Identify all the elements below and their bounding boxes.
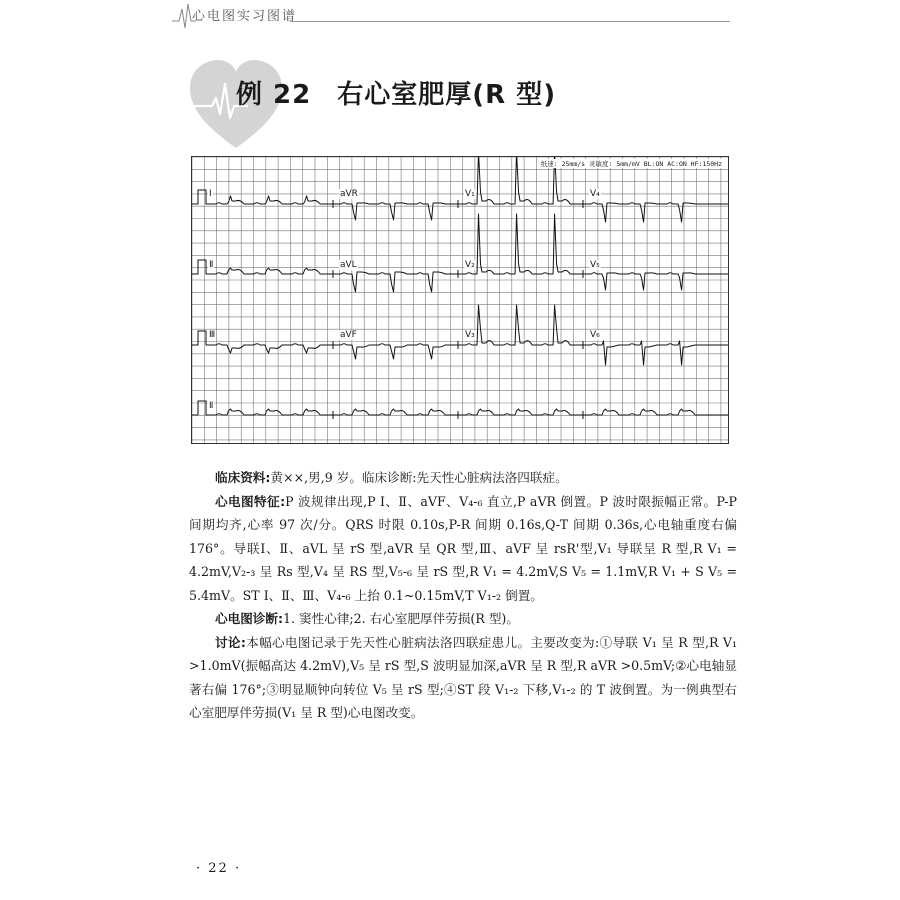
lead-label: Ⅰ [209, 189, 212, 199]
lead-label: V₆ [590, 330, 600, 340]
lead-label: Ⅲ [209, 330, 216, 340]
ecg-grid [192, 157, 729, 444]
ecg-settings-text: 纸速: 25mm/s 灵敏度: 5mm/mV BL:ON AC:ON HF:150Hz [540, 160, 722, 168]
case-title: 右心室肥厚(R 型) [337, 80, 557, 110]
clinical-body: 黄××,男,9 岁。临床诊断:先天性心脏病法洛四联症。 [270, 470, 568, 485]
running-header [172, 0, 732, 30]
header-rule [290, 21, 730, 22]
chapter-title [236, 74, 556, 111]
ecg-trace [192, 305, 729, 365]
lead-label: V₃ [465, 330, 475, 340]
lead-label: V₂ [465, 260, 475, 270]
features-label: 心电图特征: [215, 493, 286, 509]
discussion-label: 讨论: [215, 634, 246, 650]
running-title: 心电图实习图谱 [192, 9, 298, 24]
discussion-body: 本幅心电图记录于先天性心脏病法洛四联症患儿。主要改变为:①导联 V₁ 呈 R 型,R V₁ >1.0mV(振幅高达 4.2mV),V₅ 呈 rS 型,S 波明显加深,aVR 呈 R 型,R aVR >0.5mV;②心电轴显著右偏 176°;③明显顺钟向转位 V₅ 呈 rS 型;④ST 段 V₁-₂ 下移,V₁-₂ 的 T 波倒置。为一例典型右心室肥厚伴劳损(V₁ 呈 R 型)心电图改变。 [189, 634, 737, 720]
body-text [189, 466, 737, 725]
lead-label: Ⅱ [209, 260, 214, 270]
diagnosis-paragraph [189, 607, 737, 631]
lead-label: V₄ [590, 189, 600, 199]
lead-label: aVL [340, 260, 357, 270]
ecg-trace [192, 401, 729, 419]
features-paragraph [189, 490, 737, 608]
case-number: 例 22 [236, 80, 312, 110]
features-body: P 波规律出现,P Ⅰ、Ⅱ、aVF、V₄-₆ 直立,P aVR 倒置。P 波时限振幅正常。P-P 间期均齐,心率 97 次/分。QRS 时限 0.10s,P-R 间期 0.16s,Q-T 间期 0.36s,心电轴重度右偏 176°。导联Ⅰ、Ⅱ、aVL 呈 rS 型,aVR 呈 QR 型,Ⅲ、aVF 呈 rsR'型,V₁ 导联呈 R 型,R V₁ = 4.2mV,V₂-₃ 呈 Rs 型,V₄ 呈 RS 型,V₅-₆ 呈 rS 型,R V₁ = 4.2mV,S V₅ = 1.1mV,R V₁ + S V₅ = 5.4mV。ST Ⅰ、Ⅱ、Ⅲ、V₄-₆ 上抬 0.1~0.15mV,T V₁-₂ 倒置。 [189, 493, 737, 603]
lead-label: Ⅱ [209, 401, 214, 411]
lead-label: aVF [340, 330, 357, 340]
clinical-label: 临床资料: [215, 470, 271, 485]
clinical-paragraph [189, 466, 737, 490]
lead-label: aVR [340, 189, 358, 199]
page-number: · 22 · [196, 861, 242, 876]
lead-label: V₅ [590, 260, 600, 270]
diagnosis-body: 1. 窦性心律;2. 右心室肥厚伴劳损(R 型)。 [283, 611, 519, 626]
ecg-figure [191, 156, 729, 444]
diagnosis-label: 心电图诊断: [215, 611, 284, 626]
discussion-paragraph [189, 631, 737, 725]
lead-label: V₁ [465, 189, 475, 199]
